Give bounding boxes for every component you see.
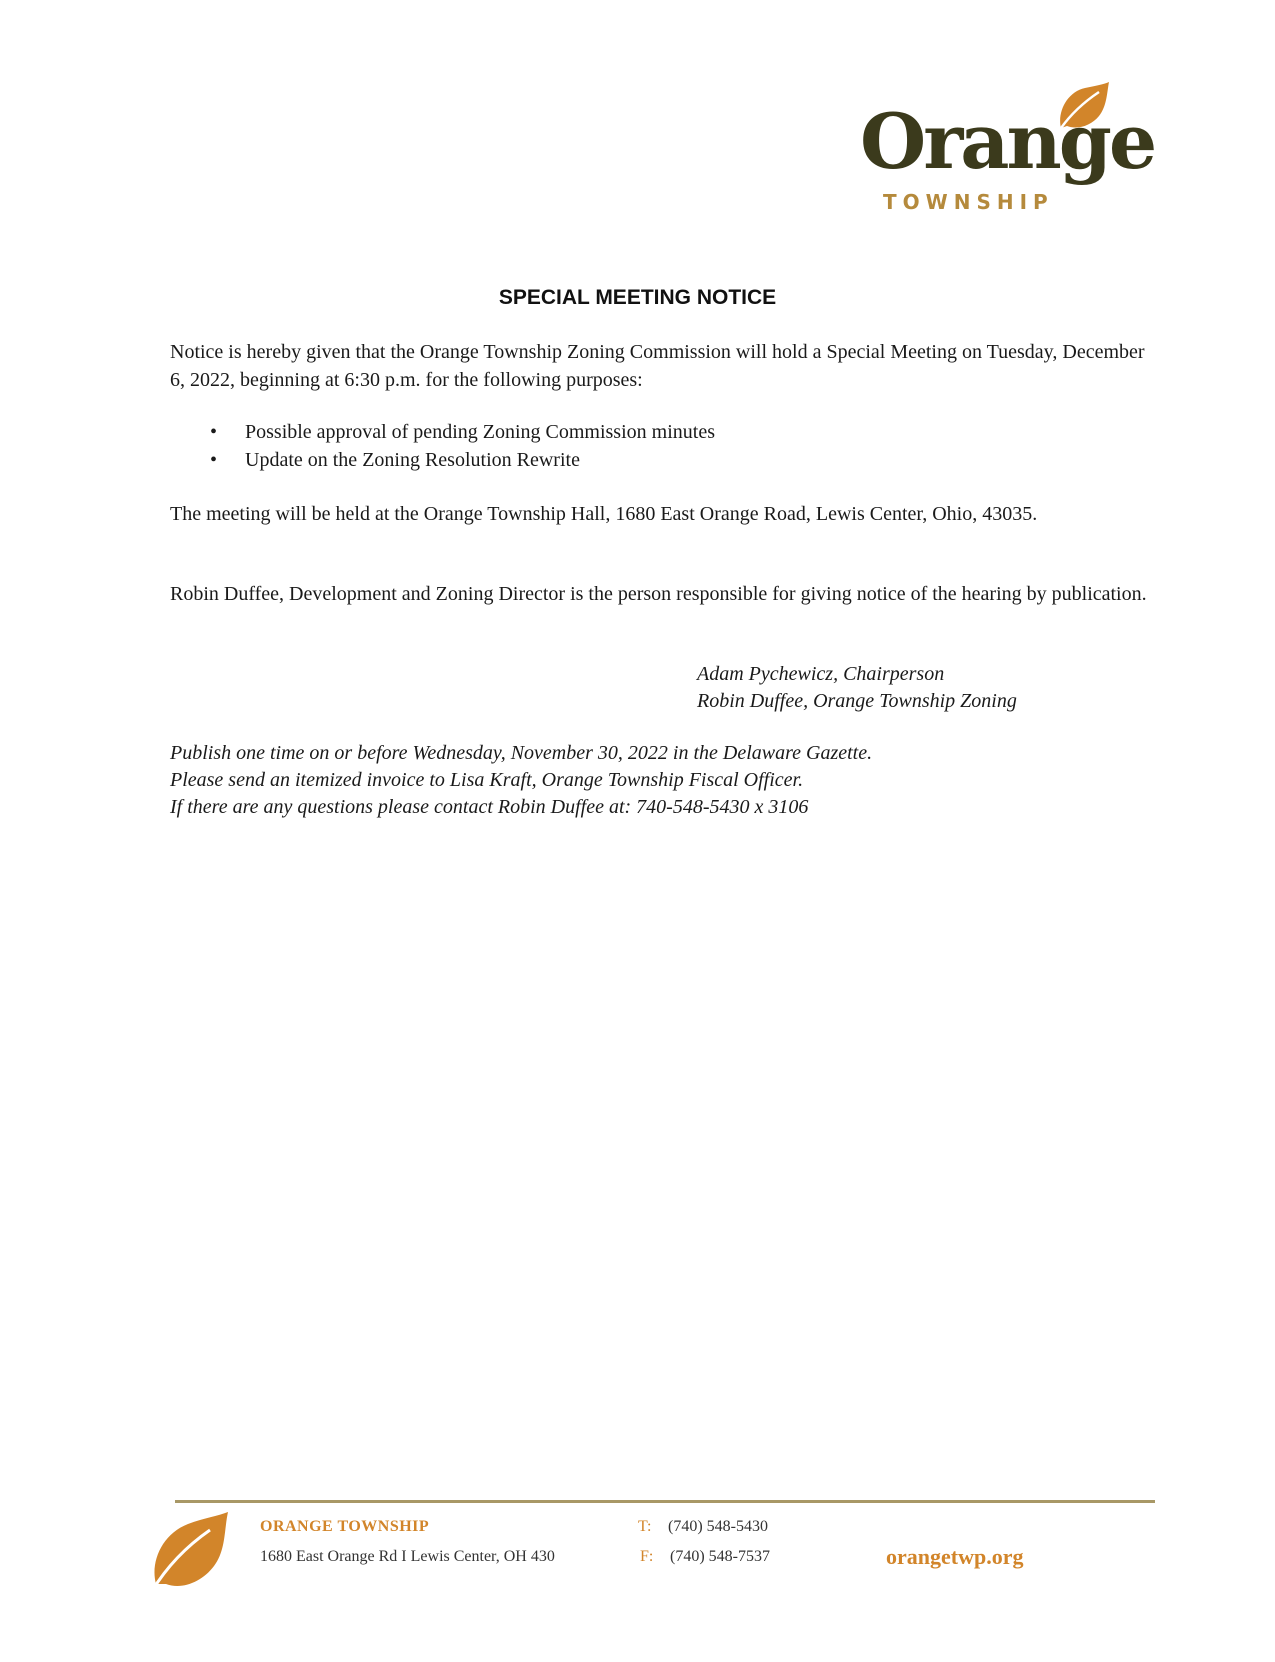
publish-line: If there are any questions please contact Robin Duffee at: 740-548-5430 x 3106 xyxy=(170,796,809,818)
publish-line: Publish one time on or before Wednesday, November 30, 2022 in the Delaware Gazette. xyxy=(170,742,873,764)
footer-address: 1680 East Orange Rd I Lewis Center, OH 430 xyxy=(260,1548,555,1565)
logo-wordmark: Orange xyxy=(860,97,1155,186)
intro-paragraph: Notice is hereby given that the Orange Township Zoning Commission will hold a Special Meeting on Tuesday, December 6, 2022, beginning at 6:30 p.m. for the following purposes: xyxy=(170,341,1145,391)
bullet-icon: • xyxy=(210,449,218,471)
list-item xyxy=(170,418,1070,446)
signature-block xyxy=(697,661,1017,715)
signature-line: Adam Pychewicz, Chairperson xyxy=(697,663,945,685)
footer-divider xyxy=(175,1500,1155,1503)
footer-organization: ORANGE TOWNSHIP xyxy=(260,1518,430,1535)
phone-label: T: xyxy=(638,1518,652,1535)
bullet-icon: • xyxy=(210,421,218,443)
location-paragraph: The meeting will be held at the Orange Township Hall, 1680 East Orange Road, Lewis Center, Ohio, 43035. xyxy=(170,503,1038,525)
phone-number: (740) 548-5430 xyxy=(668,1518,768,1535)
leaf-icon xyxy=(148,1512,230,1592)
list-item-text: Update on the Zoning Resolution Rewrite xyxy=(245,449,580,471)
township-logo xyxy=(860,82,1160,222)
footer-phone xyxy=(638,1518,768,1536)
footer-fax xyxy=(640,1548,770,1566)
responsible-paragraph: Robin Duffee, Development and Zoning Director is the person responsible for giving notice of the hearing by publication. xyxy=(170,583,1147,605)
list-item xyxy=(170,446,1070,474)
fax-label: F: xyxy=(640,1548,654,1565)
footer-website: orangetwp.org xyxy=(886,1544,1024,1569)
logo-subtitle: TOWNSHIP xyxy=(883,190,1054,214)
publish-instructions xyxy=(170,740,872,821)
signature-line: Robin Duffee, Orange Township Zoning xyxy=(697,690,1017,712)
purpose-list xyxy=(170,418,1070,474)
list-item-text: Possible approval of pending Zoning Commission minutes xyxy=(245,421,715,443)
page-title: SPECIAL MEETING NOTICE xyxy=(498,286,777,309)
publish-line: Please send an itemized invoice to Lisa Kraft, Orange Township Fiscal Officer. xyxy=(170,769,804,791)
fax-number: (740) 548-7537 xyxy=(670,1548,770,1565)
